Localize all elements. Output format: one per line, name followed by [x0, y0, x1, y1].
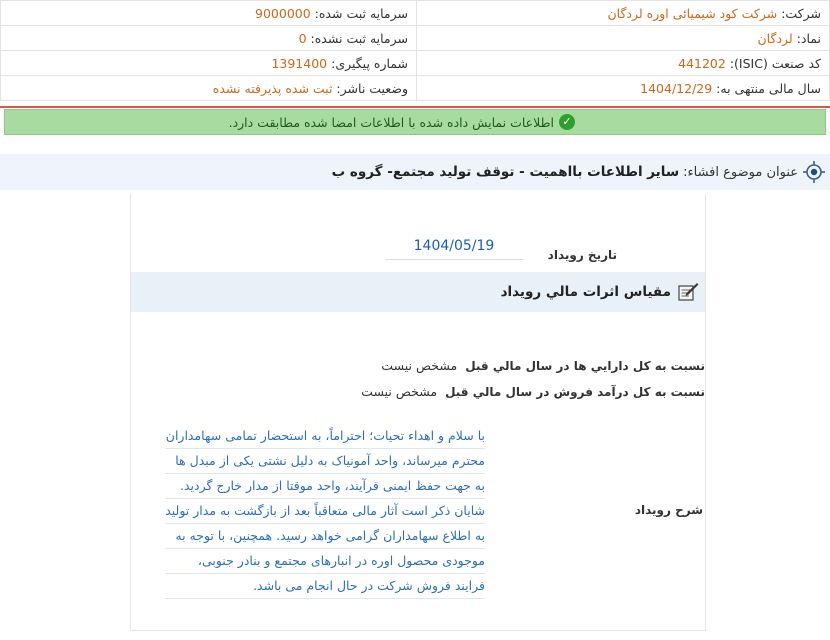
description-line: به جهت حفظ ایمنی فرآیند، واحد موقتا از مدار خارج گردید.: [165, 474, 485, 499]
description-line: به اطلاع سهامداران گرامی خواهد رسید. همچنین، با توجه به: [165, 524, 485, 549]
description-label: شرح رويداد: [634, 503, 703, 517]
description-line: محترم میرساند، واحد آمونیاک به دلیل نشتی یکی از مبدل ها: [165, 449, 485, 474]
description-line: فرایند فروش شرکت در حال انجام می باشد.: [165, 574, 485, 599]
symbol-cell: [417, 26, 830, 51]
verification-message: اطلاعات نمایش داده شده با اطلاعات امضا شده مطابقت دارد.: [228, 114, 554, 130]
info-row: [1, 1, 830, 26]
verification-banner: [4, 109, 826, 135]
tracking-cell: [1, 51, 417, 76]
fiscal-year-label: سال مالی منتهی به:: [716, 80, 821, 96]
company-cell: [417, 1, 830, 26]
company-info-table: [0, 0, 830, 101]
event-date-label: تاريخ رويداد: [547, 248, 617, 262]
isic-value: 441202: [678, 55, 726, 71]
topic-value: سایر اطلاعات بااهمیت - توقف تولید مجتمع- گروه ب: [331, 164, 680, 180]
asset-ratio-row: [381, 358, 705, 373]
revenue-ratio-value: مشخص نيست: [361, 384, 438, 399]
asset-ratio-value: مشخص نيست: [381, 358, 458, 373]
fiscal-year-value: 1404/12/29: [640, 80, 713, 96]
tracking-value: 1391400: [271, 55, 328, 71]
event-date-value: 1404/05/19: [385, 238, 523, 260]
financial-effects-header: [131, 272, 705, 312]
unregistered-capital-value: 0: [298, 30, 307, 46]
company-value[interactable]: شرکت کود شیمیائی اوره لردگان: [607, 5, 778, 21]
fiscal-year-cell: [417, 76, 830, 101]
event-description: [165, 424, 485, 599]
unregistered-capital-cell: [1, 26, 417, 51]
symbol-label: نماد:: [796, 30, 821, 46]
company-label: شرکت:: [781, 5, 821, 21]
description-line: شایان ذکر است آثار مالی متعاقباً بعد از بازگشت به مدار تولید: [165, 499, 485, 524]
info-row: [1, 26, 830, 51]
unregistered-capital-label: سرمایه ثبت نشده:: [310, 30, 408, 46]
financial-effects-title: مقياس اثرات مالي رويداد: [500, 284, 671, 300]
description-line: با سلام و اهداء تحيات؛ احتراماً، به استحضار تمامی سهامداران: [165, 424, 485, 449]
edit-note-icon: [677, 282, 699, 302]
tracking-label: شماره پیگیری:: [331, 55, 408, 71]
topic-label: عنوان موضوع افشاء:: [683, 164, 798, 180]
isic-label: کد صنعت (ISIC):: [729, 55, 821, 71]
asset-ratio-label: نسبت به کل دارايي ها در سال مالي قبل: [465, 358, 705, 373]
divider: [0, 106, 830, 108]
check-circle-icon: ✓: [559, 114, 575, 130]
revenue-ratio-label: نسبت به کل درآمد فروش در سال مالي قبل: [445, 384, 705, 399]
info-row: [1, 51, 830, 76]
event-card: [130, 194, 706, 631]
target-icon: [802, 160, 826, 184]
isic-cell: [417, 51, 830, 76]
topic-bar: [0, 154, 830, 190]
publisher-status-cell: [1, 76, 417, 101]
publisher-status-label: وضعیت ناشر:: [336, 80, 408, 96]
revenue-ratio-row: [361, 384, 705, 399]
info-row: [1, 76, 830, 101]
symbol-value[interactable]: لردگان: [757, 30, 793, 46]
description-line: موجودی محصول اوره در انبارهای مجتمع و بنادر جنوبی،: [165, 549, 485, 574]
registered-capital-cell: [1, 1, 417, 26]
publisher-status-value: ثبت شده پذیرفته نشده: [212, 80, 333, 96]
registered-capital-value: 9000000: [255, 5, 311, 21]
registered-capital-label: سرمایه ثبت شده:: [314, 5, 408, 21]
